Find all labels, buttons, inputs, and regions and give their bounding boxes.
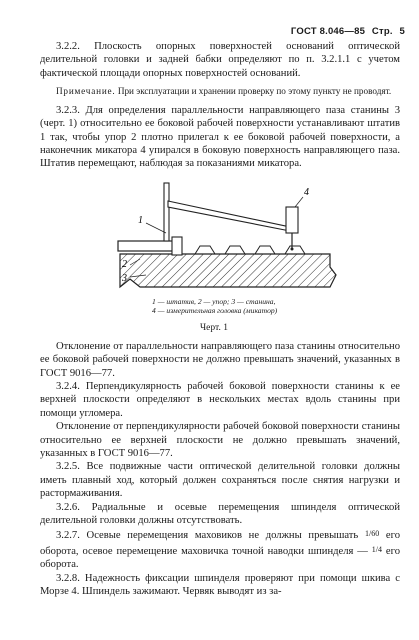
paragraph-3-2-2: 3.2.2. Плоскость опорных поверхностей оснований оптической делительной головки и задней бабки определяют по п. 3.2.1.1 с учетом фактической площади опорных поверхностей оснований. [40,41,400,79]
paragraph-3-2-8: 3.2.8. Надежность фиксации шпинделя проверяют при помощи шкива с Морзе 4. Шпиндель зажимают. Червяк выводят из за- [40,572,400,598]
fraction-1-60: 1/60 [364,529,380,539]
figure-drawing [100,179,350,297]
document-body [40,40,400,598]
standard-number: ГОСТ 8.046—85 [290,26,366,37]
figure-label-4: 4 [304,186,309,198]
figure-caption: Черт. 1 [200,322,228,333]
figure-legend [152,297,277,316]
p8-part-a: 3.2.7. Осевые перемещения маховиков не должны превышать [56,530,365,542]
stand-arm [168,201,290,231]
note [40,86,400,98]
fraction-1-4: 1/4 [371,544,383,554]
stop-block [172,237,182,255]
note-lead: Примечание. [56,86,116,97]
figure-label-2: 2 [122,258,127,270]
legend-line-1: 1 — штатив, 2 — упор; 3 — станина, [152,296,276,306]
micator-body [286,207,298,233]
paragraph-deviation-1: Отклонение от параллельности направляющего паза станины относительно ее боковой рабочей поверхности не должно превышать значений, указанных в ГОСТ 9016—77. [40,340,400,379]
figure-label-3: 3 [122,272,127,284]
page-header [287,26,405,37]
paragraph-3-2-5: 3.2.5. Все подвижные части оптической делительной головки должны иметь плавный ход, который должен сохраняться после снятия нагрузки и растормаживания. [40,461,400,500]
figure-label-1: 1 [138,214,143,226]
paragraph-3-2-6: 3.2.6. Радиальные и осевые перемещения шпинделя оптической делительной головки должны отсутствовать. [40,501,400,527]
paragraph-3-2-7 [40,527,400,571]
paragraph-deviation-2: Отклонение от перпендикулярности рабочей боковой поверхности станины относительно ее верхней плоскости не должно превышать значений, указанных в ГОСТ 9016—77. [40,421,400,459]
p8-part-c: его оборота. [40,545,400,571]
figure-1 [40,179,400,334]
p8-part-b: его оборота, осевое перемещение маховичка точной наводки шпинделя — [40,530,400,557]
stand-base [118,241,178,251]
page-label: Стр. [371,26,393,37]
legend-line-2: 4 — измерительная головка (микатор) [152,306,278,316]
bed-body [120,254,336,287]
paragraph-3-2-3: 3.2.3. Для определения параллельности направляющего паза станины 3 (черт. 1) относительно ее боковой рабочей поверхности устанавливают штатив 1 так, чтобы упор 2 плотно прилегал к ее боковой рабочей поверхности, а наконечник микатора 4 упирался в боковую поверхность направляющего паза. Штатив перемещают, наблюдая за показаниями микатора. [40,104,400,170]
paragraph-3-2-4: 3.2.4. Перпендикулярность рабочей боковой поверхности станины к ее верхней плоскости определяют в нескольких местах вдоль станины при помощи угломера. [40,380,400,419]
groove-profile [195,246,305,254]
page-number: 5 [399,26,405,37]
note-text: При эксплуатации и хранении проверку по этому пункту не проводят. [115,86,392,97]
